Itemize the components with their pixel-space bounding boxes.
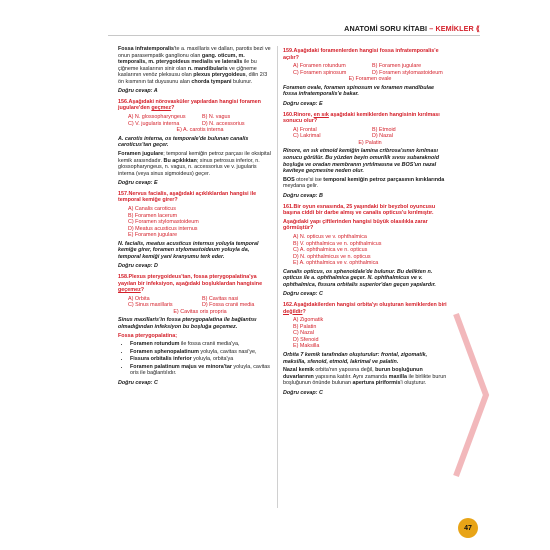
- option-b: B) Cavitas nasi: [202, 295, 239, 302]
- question-157: [118, 191, 272, 204]
- explanation-156: A. carotis interna, os temporale'de bulunan canalis caroticus'tan geçer.: [118, 135, 249, 149]
- option-e: E) Foramen ovale: [348, 76, 392, 83]
- page-number-badge: 47: [458, 518, 478, 538]
- text: Canalis opticus, os sphenoidale'de bulunur. Bu delikten n. opticus ile a. ophthalmica geçer.: [283, 268, 433, 282]
- explanation-161: [283, 269, 447, 289]
- term: temporal kemiğin petroz parçasının kırıklarında: [323, 176, 445, 183]
- list-item: [130, 356, 272, 363]
- options-157: [128, 206, 272, 239]
- question-number: 159.: [283, 48, 294, 54]
- question-text: ?: [302, 308, 306, 315]
- question-emphasis: en sık: [313, 111, 329, 118]
- option-a: A) Foramen rotundum: [293, 63, 346, 70]
- question-text: Aşağıdaki foramenlerden hangisi fossa infratemporalis'e açılır?: [283, 48, 439, 61]
- answer-line: Doğru cevap: E: [118, 180, 158, 187]
- question-text: Aşağıdakilerden hangisi orbita'yı oluşturan kemiklerden biri: [293, 301, 447, 308]
- option-c: C) Foramen stylomastoideum: [128, 219, 199, 226]
- option-b: B) Palatin: [293, 323, 317, 330]
- question-number: 161.: [283, 203, 294, 210]
- answer-line: Doğru cevap: E: [283, 101, 323, 108]
- option-d: D) Fossa cranii media: [202, 302, 255, 309]
- question-number: 156.: [118, 98, 129, 105]
- term: Foramen palatinum majus ve minora'tar: [130, 363, 232, 370]
- explanation-160: [283, 148, 447, 174]
- question-161: [283, 204, 447, 217]
- question-text: Rinore,: [293, 111, 314, 118]
- option-b: B) Foramen jugulare: [372, 63, 422, 70]
- header-arrow-icon: ⟪: [475, 24, 480, 33]
- text: ile fossa cranii media'ya,: [179, 341, 240, 348]
- text: yoluyla, cavitas oris ile bağlantılıdır.: [130, 363, 270, 377]
- option-c: C) Nazal: [293, 330, 314, 337]
- question-159: [283, 48, 447, 61]
- question-156: [118, 99, 272, 112]
- answer-line: Doğru cevap: A: [118, 88, 158, 95]
- option-d: D) N. ophthalmicus ve n. opticus: [293, 253, 371, 260]
- question-text: Bir oyun esnasında, 25 yaşındaki bir beyzbol oyuncusu başına ciddi bir darbe almış ve canalis opticus'u kırılmıştır.: [283, 203, 436, 217]
- option-a: A) N. opticus ve v. ophthalmica: [293, 234, 367, 241]
- question-text: Nervus facialis, aşağıdaki açıklıklardan hangisi ile temporal kemiğe girer?: [118, 190, 257, 204]
- answer-line: Doğru cevap: C: [118, 380, 158, 386]
- term: Foramen sphenopalatinum: [130, 348, 199, 355]
- option-e: E) Palatin: [358, 139, 382, 146]
- option-e: E) Maksilla: [293, 343, 320, 350]
- intro-text: 'te a. maxillaris ve dalları, parotis bezi ve onun parasempatik ganglionu olan: [118, 46, 271, 59]
- option-d: D) Nazal: [372, 133, 393, 140]
- term: Bu açıklıktan: [163, 157, 197, 164]
- text: otore'si ise: [294, 176, 324, 183]
- answer-line: Doğru cevap: B: [283, 192, 323, 199]
- answer-line: Doğru cevap: C: [283, 291, 323, 298]
- term: Nazal kemik: [283, 367, 314, 374]
- option-e: E) Cavitas oris propria: [173, 308, 227, 315]
- question-text: ?: [140, 287, 145, 294]
- text: orbita'nın yapısına değil,: [313, 367, 376, 374]
- option-d: D) Sfenoid: [293, 336, 319, 343]
- options-161: [293, 234, 447, 267]
- term: BOS: [283, 176, 295, 183]
- intro-paragraph: [118, 46, 272, 85]
- option-a: A) N. glossopharyngeus: [128, 114, 186, 121]
- option-e: E) A. carotis interna: [176, 127, 224, 134]
- option-b: B) Foramen lacerum: [128, 212, 178, 219]
- text: 'i oluşturur.: [400, 380, 427, 387]
- question-number: 158.: [118, 273, 129, 280]
- text: Rinore, en sık etmoid kemiğin lamina cribrosa'sının kırılması sonucu görülür. Bu yüzden beyin omurilik sıvısı subaraknoid boşluğa ve oradan: [283, 148, 440, 168]
- explanation-158: Sinus maxillaris'in fossa pterygopalatina ile bağlantısı olmadığından infeksiyon bu boşluğa geçemez.: [118, 317, 257, 330]
- option-b: B) N. vagus: [202, 114, 231, 121]
- running-header: [344, 24, 480, 33]
- list-item: [130, 349, 272, 356]
- intro-text: , dilin 2/3 ön kısmının tat duyusunu alan: [118, 72, 268, 85]
- text: ile birlikte burun boşluğunun önünde bulunan: [283, 373, 447, 387]
- options-160: [293, 127, 447, 147]
- options-159: [293, 63, 447, 83]
- options-158: [128, 296, 272, 316]
- question-emphasis: geçemez: [118, 287, 141, 294]
- term: maxilla: [388, 373, 407, 380]
- text: membranın yırtılmasına ve BOS'un nazal kaviteye geçmesine neden olur.: [283, 161, 437, 175]
- option-c: C) Sinus maxillaris: [128, 302, 173, 309]
- question-number: 162.: [283, 301, 294, 308]
- intro-term: Fossa infratemporalis: [118, 46, 175, 52]
- column-divider: [277, 46, 278, 508]
- option-e: E) A. ophthalmica ve v. ophthalmica: [293, 260, 379, 267]
- option-c: C) V. jugularis interna: [128, 120, 180, 127]
- paragraph-162: [283, 367, 447, 387]
- explanation-157: N. facialis, meatus acusticus internus yoluyla temporal kemiğe girer, foramen stylomastoideum yoluyla da, temporal kemiği yani kranyumu terk eder.: [118, 240, 259, 260]
- text: meydana gelir.: [283, 183, 319, 190]
- header-book-title: ANATOMİ SORU KİTABI: [344, 24, 428, 33]
- options-156: [128, 114, 272, 134]
- question-number: 157.: [118, 190, 129, 197]
- option-a: A) Orbita: [128, 295, 150, 302]
- option-c: C) A. ophthalmica ve n. opticus: [293, 247, 368, 254]
- text: yoluyla, cavitas nasi'ye,: [198, 348, 257, 355]
- term: apertura piriformis: [352, 380, 401, 387]
- text: ; sinus petrosus inferior, n. glossopharyngeus, n. vagus, n. accessorius ve v. jugularis interna (veya sinus sigmoideus) geçer.: [118, 157, 260, 177]
- option-a: A) Zigomatik: [293, 317, 324, 324]
- option-e: E) Foramen jugulare: [128, 232, 178, 239]
- question-text: Aşağıdaki nörovasküler yapılardan hangisi foramen jugulare'den: [118, 98, 261, 112]
- intro-term: chorda tympani: [191, 78, 232, 85]
- question-158: [118, 274, 272, 294]
- list-item: [130, 341, 272, 348]
- option-c: C) Foramen spinosum: [293, 69, 347, 76]
- paragraph-156: [118, 151, 272, 177]
- header-rule: [108, 35, 480, 36]
- question-emphasis: değildir: [283, 308, 303, 315]
- intro-text: bulunur.: [231, 78, 253, 85]
- bullet-list: [118, 341, 272, 377]
- question-161-stem: Aşağıdaki yapı çiftlerinden hangisi büyük olasılıkla zarar görmüştür?: [283, 218, 428, 232]
- question-emphasis: geçmez: [151, 105, 172, 112]
- text: N. ophthalmicus ve v. ophthalmica, fissura orbitalis superior'dan geçen yapılardır.: [283, 275, 436, 288]
- option-d: D) N. accessorius: [202, 120, 245, 127]
- option-b: B) V. ophthalmica ve n. ophthalmicus: [293, 240, 382, 247]
- decorative-chevron-icon: [452, 310, 492, 480]
- term: Foramen rotundum: [130, 341, 180, 348]
- option-d: D) Meatus acusticus internus: [128, 225, 198, 232]
- explanation-159: Foramen ovale, foramen spinosum ve foramen mandibulae fossa infratemporalis'e bakar.: [283, 84, 434, 98]
- answer-line: Doğru cevap: D: [118, 263, 158, 270]
- question-text: aşağıdaki kemiklerden hangisinin kırılması sonucu olur?: [283, 111, 440, 125]
- option-a: A) Frontal: [293, 126, 317, 133]
- intro-text: ile bu çiğneme kaslarının sinir olan: [118, 59, 257, 72]
- subheading: Fossa pterygopalatina;: [118, 332, 178, 339]
- intro-term: gang. oticum, m. temporalis, m. pterygoideus medialis ve lateralis: [118, 52, 245, 66]
- header-chapter: KEMİKLER: [435, 24, 474, 33]
- question-text: Plexus pterygoideus'tan, fossa pterygopalatina'ya yayılan bir infeksiyon, aşağıdaki boşluklardan hangisine: [118, 273, 263, 287]
- options-162: [293, 317, 447, 350]
- question-number: 160.: [283, 111, 294, 118]
- option-c: C) Lakrimal: [293, 133, 321, 140]
- option-d: D) Foramen stylomastoideum: [372, 69, 443, 76]
- term: Foramen jugulare: [118, 151, 164, 158]
- right-column: [283, 46, 447, 400]
- explanation-162: Orbita 7 kemik tarafından oluşturulur: frontal, zigomatik, maksilla, sfenoid, etmoid, lakrimal ve palatin.: [283, 352, 428, 365]
- text: ; temporal kemiğin petroz parçası ile oksipital kemik arasındadır.: [118, 151, 271, 164]
- intro-text: ve çiğneme kaslarının venöz pleksusu olan: [118, 65, 257, 79]
- left-column: [118, 46, 272, 391]
- option-a: A) Canalis caroticus: [128, 206, 176, 213]
- answer-line: Doğru cevap: C: [283, 389, 323, 396]
- intro-term: plexus pterygoideus: [193, 72, 246, 79]
- intro-term: n. mandibularis: [187, 65, 228, 72]
- question-162: [283, 302, 447, 315]
- question-text: ?: [171, 105, 175, 112]
- list-item: [130, 364, 272, 377]
- question-160: [283, 112, 447, 125]
- text: yapısına katılır. Aynı zamanda: [313, 373, 389, 380]
- text: yoluyla, orbita'ya: [191, 356, 234, 363]
- option-b: B) Etmoid: [372, 126, 396, 133]
- header-separator: –: [427, 24, 436, 33]
- term: Fissura orbitalis inferior: [130, 356, 192, 363]
- paragraph-160: [283, 177, 447, 190]
- term: burun boşluğunun duvarlarının: [283, 367, 423, 380]
